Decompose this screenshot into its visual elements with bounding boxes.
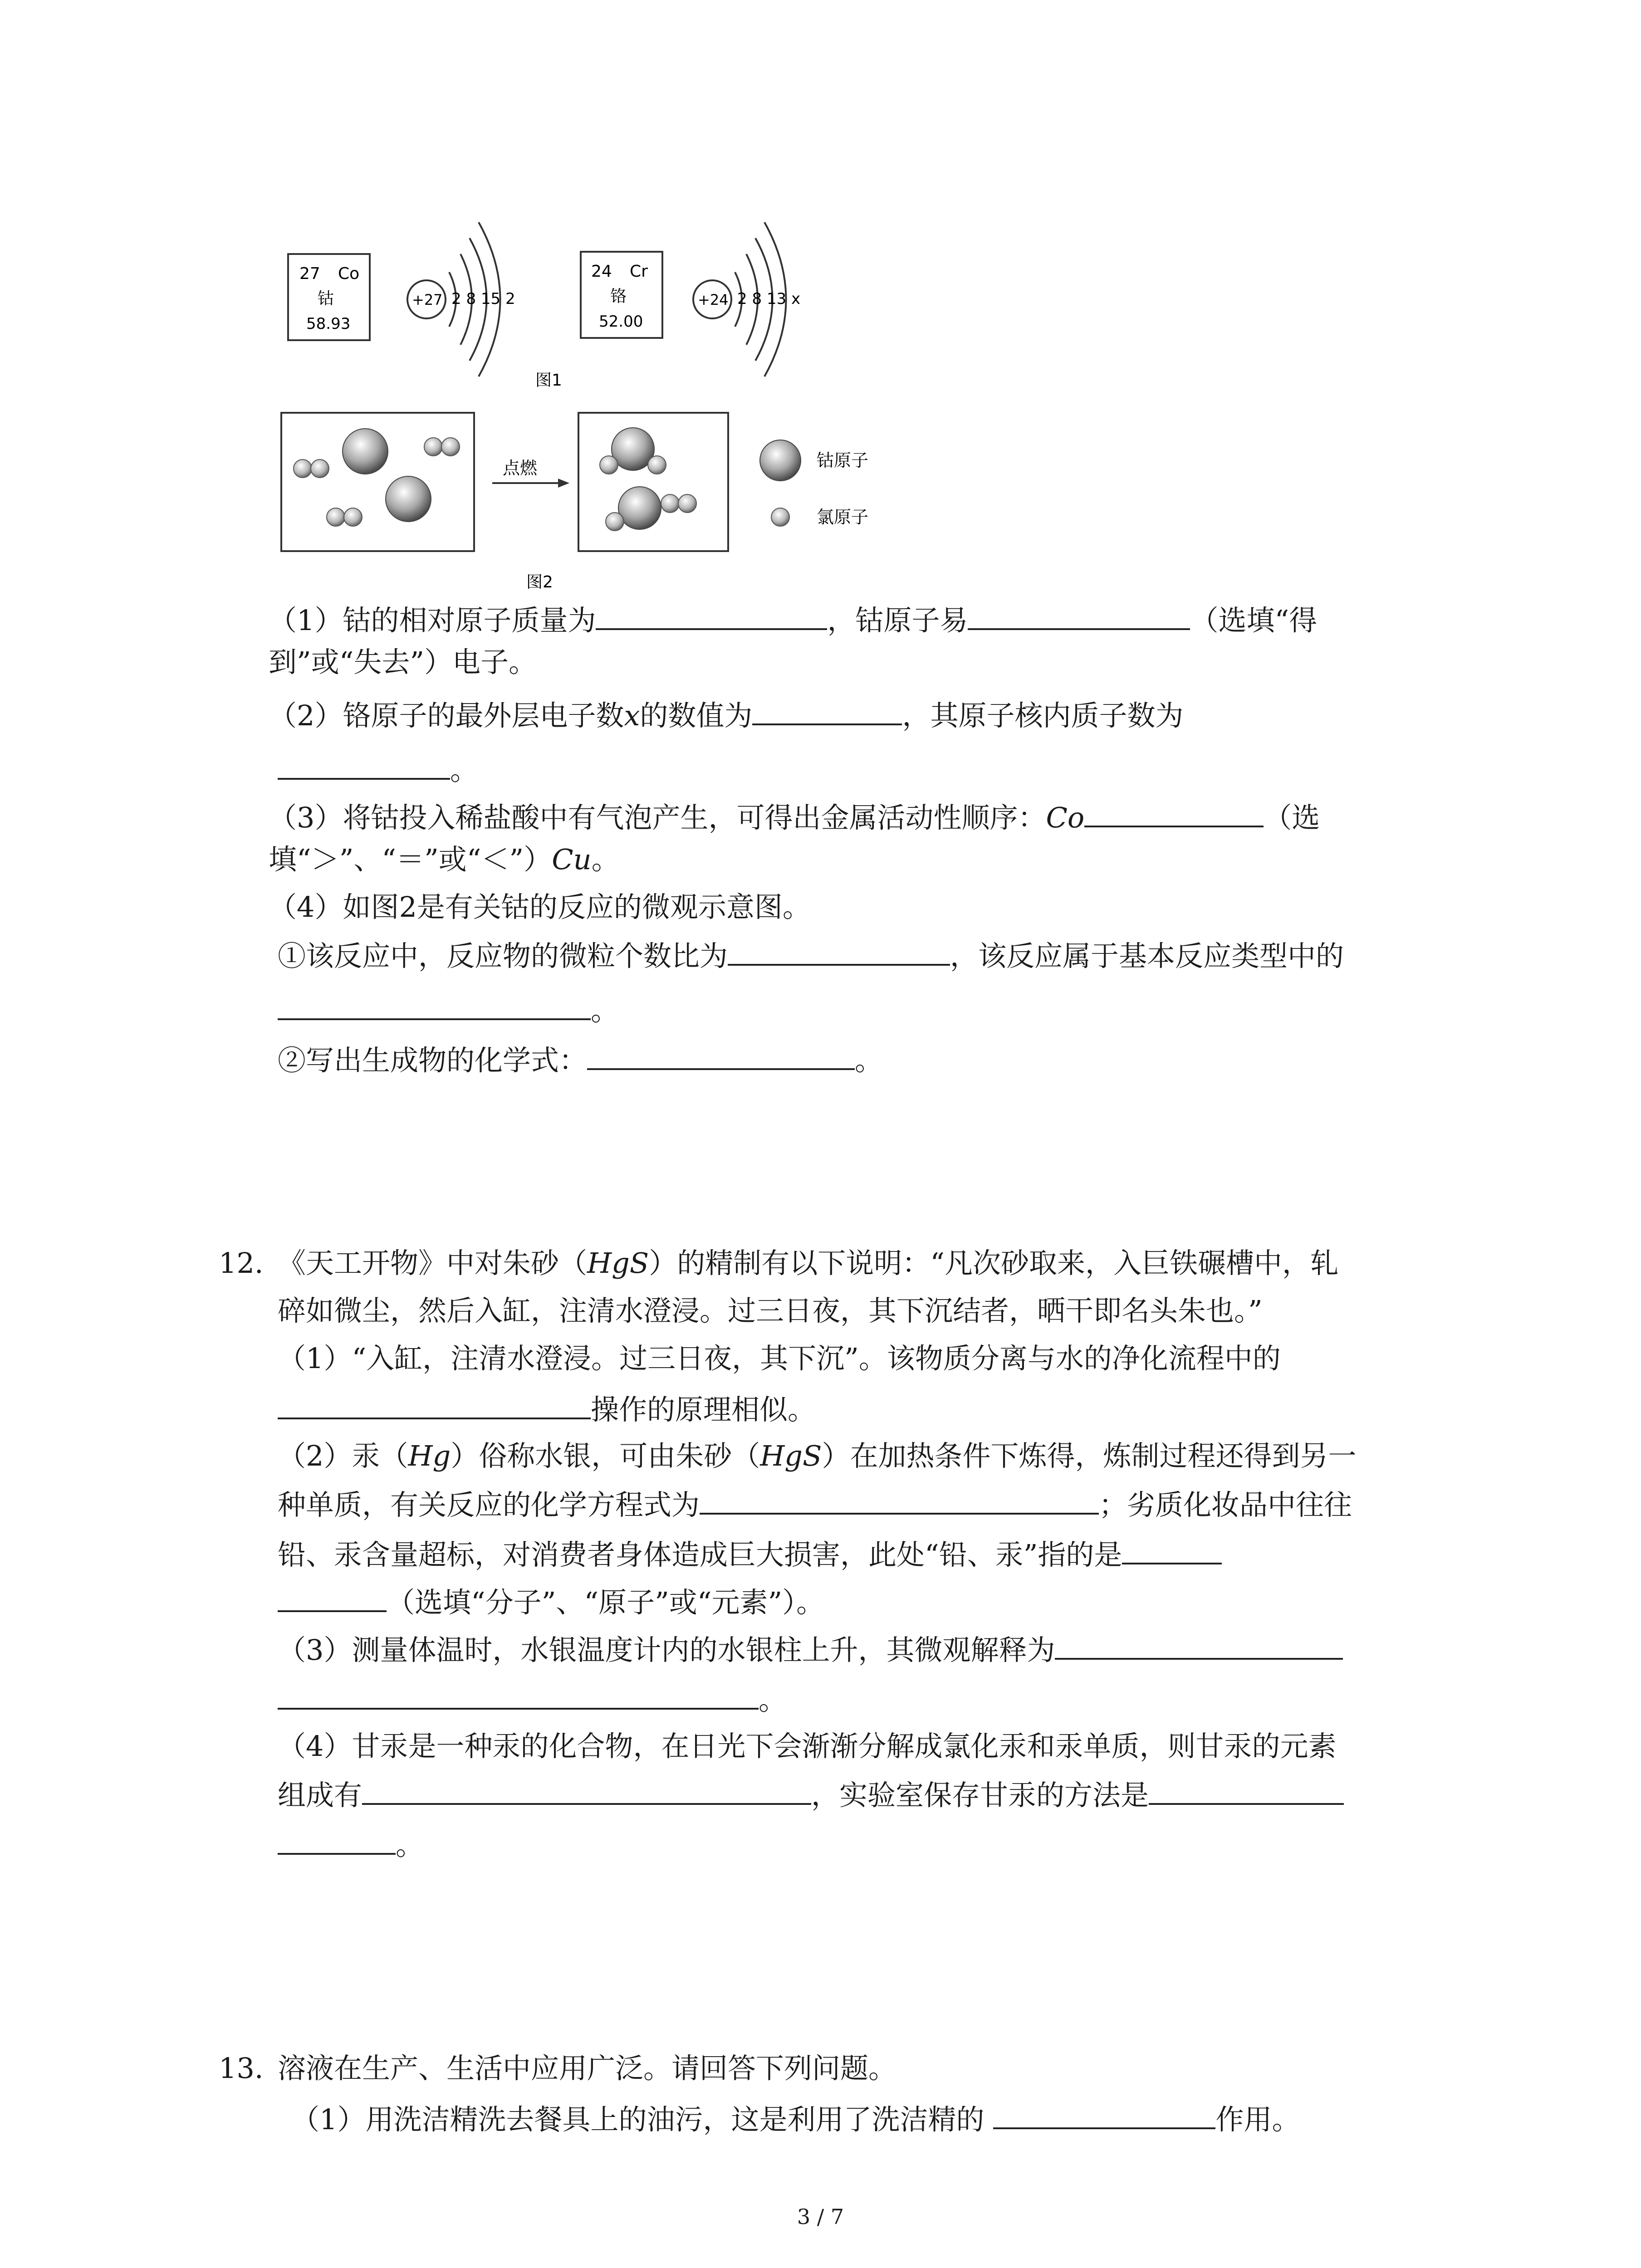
q12-12-text-b: ，实验室保存甘汞的方法是 bbox=[811, 1779, 1149, 1812]
cl-atom bbox=[311, 459, 329, 478]
q12-line-2 bbox=[278, 1293, 1263, 1329]
q11-line-10 bbox=[278, 1041, 883, 1079]
q12-5-hg: Hg bbox=[408, 1439, 451, 1472]
cr-name: 铬 bbox=[610, 287, 627, 306]
cr-shell-electrons: 2 8 13 x bbox=[737, 290, 801, 308]
q12-6-text: 种单质，有关反应的化学方程式为 bbox=[278, 1488, 700, 1521]
q11-2-text: 到”或“失去”）电子。 bbox=[269, 645, 537, 679]
legend-cl-label: 氯原子 bbox=[817, 507, 869, 527]
answer-blank-activity-order[interactable] bbox=[1084, 798, 1264, 827]
q12-10-text: 。 bbox=[759, 1683, 787, 1716]
reaction-arrow-head bbox=[558, 479, 569, 488]
q11-3-text-c: ，其原子核内质子数为 bbox=[902, 699, 1184, 732]
co-atom bbox=[618, 487, 661, 529]
cr-atomic-number: 24 bbox=[591, 262, 612, 281]
q11-line-6 bbox=[269, 841, 620, 878]
co-atom bbox=[386, 476, 431, 522]
q11-8-text: ①该反应中，反应物的微粒个数比为 bbox=[278, 939, 728, 973]
q12-line-1 bbox=[219, 1245, 1338, 1281]
q13-2-text-b: 作用。 bbox=[1215, 2103, 1300, 2136]
arrow-label: 点燃 bbox=[503, 458, 538, 478]
cr-symbol: Cr bbox=[630, 262, 648, 281]
co-symbol: Co bbox=[338, 264, 360, 283]
q11-line-3 bbox=[269, 696, 1183, 734]
figure-2 bbox=[279, 408, 914, 594]
q12-line-12 bbox=[278, 1776, 1344, 1813]
answer-blank-equation[interactable] bbox=[700, 1486, 1099, 1515]
answer-blank-pb-hg-meaning-cont bbox=[278, 1583, 387, 1612]
q12-7-text: 铅、汞含量超标，对消费者身体造成巨大损害，此处“铅、汞”指的是 bbox=[278, 1538, 1122, 1571]
q11-line-4 bbox=[278, 751, 478, 788]
cr-mass: 52.00 bbox=[599, 313, 643, 331]
cl-atom bbox=[294, 459, 312, 478]
q13-line-2 bbox=[291, 2100, 1300, 2138]
figure-1 bbox=[281, 213, 862, 404]
q11-10-text: ②写出生成物的化学式： bbox=[278, 1044, 588, 1077]
q12-13-text: 。 bbox=[396, 1828, 424, 1862]
cl-atom bbox=[344, 508, 362, 526]
answer-blank-separation-op[interactable] bbox=[278, 1390, 591, 1419]
q11-3-text: （2）铬原子的最外层电子数 bbox=[269, 699, 624, 732]
q12-line-10 bbox=[278, 1681, 787, 1718]
cl-atom bbox=[648, 456, 666, 474]
q12-5-hgs: HgS bbox=[760, 1439, 822, 1472]
q11-1-text: （1）钴的相对原子质量为 bbox=[269, 604, 596, 637]
q12-12-text: 组成有 bbox=[278, 1779, 362, 1812]
q12-1-text: 《天工开物》中对朱砂（ bbox=[278, 1246, 588, 1280]
cl-atom bbox=[327, 508, 345, 526]
q11-4-text: 。 bbox=[450, 753, 479, 787]
q11-1-text-c: （选填“得 bbox=[1190, 604, 1318, 637]
cr-nucleus-charge: +24 bbox=[698, 291, 729, 308]
answer-blank-micro-explanation[interactable] bbox=[1055, 1631, 1343, 1660]
q11-line-9 bbox=[278, 991, 619, 1029]
q12-5-text-b: ）俗称水银，可由朱砂（ bbox=[451, 1439, 760, 1472]
q12-11-text: （4）甘汞是一种汞的化合物，在日光下会渐渐分解成氯化汞和汞单质，则甘汞的元素 bbox=[278, 1730, 1337, 1763]
answer-blank-element-composition[interactable] bbox=[362, 1776, 811, 1805]
q11-line-8 bbox=[278, 937, 1344, 974]
answer-blank-x-value[interactable] bbox=[752, 696, 902, 725]
q12-line-8 bbox=[278, 1583, 824, 1621]
answer-blank-cobalt-mass[interactable] bbox=[596, 601, 827, 630]
q11-3-var-x: x bbox=[624, 699, 640, 732]
legend-co-atom bbox=[760, 440, 801, 481]
co-mass: 58.93 bbox=[306, 315, 351, 333]
cl-atom bbox=[678, 494, 696, 513]
co-atom bbox=[343, 429, 388, 474]
q12-line-9 bbox=[278, 1631, 1343, 1668]
q12-1-text-b: ）的精制有以下说明：“凡次砂取来，入巨铁碾槽中，轧 bbox=[649, 1246, 1338, 1280]
q11-line-2 bbox=[269, 644, 537, 680]
q12-line-13 bbox=[278, 1826, 424, 1863]
q11-9-text: 。 bbox=[591, 994, 619, 1027]
cl-atom bbox=[441, 438, 460, 456]
q12-line-7 bbox=[278, 1535, 1222, 1573]
q12-1-hgs: HgS bbox=[587, 1246, 649, 1280]
answer-blank-proton-count[interactable] bbox=[278, 751, 450, 780]
q12-5-text: （2）汞（ bbox=[278, 1439, 408, 1472]
answer-blank-micro-explanation-cont bbox=[278, 1681, 759, 1710]
co-atomic-number: 27 bbox=[299, 264, 320, 283]
co-shell-electrons: 2 8 15 2 bbox=[451, 290, 515, 308]
q12-6-text-b: ；劣质化妆品中往往 bbox=[1099, 1488, 1352, 1521]
cl-atom bbox=[606, 513, 624, 531]
figure-1-caption: 图1 bbox=[535, 371, 562, 390]
page-number: 3 / 7 bbox=[797, 2204, 844, 2229]
answer-blank-product-formula[interactable] bbox=[587, 1041, 855, 1070]
answer-blank-gain-lose[interactable] bbox=[968, 601, 1190, 630]
co-name: 钴 bbox=[318, 289, 334, 308]
q11-6-cu: Cu bbox=[552, 843, 592, 876]
answer-blank-pb-hg-meaning[interactable] bbox=[1122, 1535, 1222, 1564]
q13-2-text: （1）用洗洁精洗去餐具上的油污，这是利用了洗洁精的 bbox=[291, 2103, 985, 2136]
answer-blank-detergent-effect[interactable] bbox=[993, 2100, 1215, 2129]
q11-5-text: （3）将钴投入稀盐酸中有气泡产生，可得出金属活动性顺序： bbox=[269, 801, 1046, 834]
q12-3-text: （1）“入缸，注清水澄浸。过三日夜，其下沉”。该物质分离与水的净化流程中的 bbox=[278, 1342, 1281, 1375]
q12-2-text: 碎如微尘，然后入缸，注清水澄浸。过三日夜，其下沉结者，晒干即名头朱也。” bbox=[278, 1294, 1263, 1327]
q11-3-text-b: 的数值为 bbox=[640, 699, 753, 732]
q11-7-text: （4）如图2是有关钴的反应的微观示意图。 bbox=[269, 890, 811, 924]
q12-line-3 bbox=[278, 1340, 1281, 1377]
cl-atom bbox=[600, 456, 618, 474]
cl-atom bbox=[424, 438, 442, 456]
q12-8-text: （选填“分子”、“原子”或“元素”）。 bbox=[387, 1586, 825, 1619]
figure-2-svg bbox=[279, 408, 914, 594]
q12-line-4 bbox=[278, 1390, 816, 1428]
q12-line-6 bbox=[278, 1486, 1352, 1523]
q13-number: 13. bbox=[219, 2052, 264, 2085]
q12-9-text: （3）测量体温时，水银温度计内的水银柱上升，其微观解释为 bbox=[278, 1633, 1055, 1667]
answer-blank-storage-method[interactable] bbox=[1149, 1776, 1344, 1805]
answer-blank-storage-method-cont bbox=[278, 1826, 396, 1855]
q12-5-text-c: ）在加热条件下炼得，炼制过程还得到另一 bbox=[822, 1439, 1357, 1472]
q13-line-1 bbox=[219, 2050, 896, 2087]
q11-5-co: Co bbox=[1046, 801, 1085, 834]
q11-5-text-b: （选 bbox=[1264, 801, 1320, 834]
q13-1-text: 溶液在生产、生活中应用广泛。请回答下列问题。 bbox=[278, 2052, 897, 2085]
q11-6-text-b: 。 bbox=[591, 843, 620, 876]
q11-10-text-b: 。 bbox=[855, 1044, 883, 1077]
co-nucleus-charge: +27 bbox=[412, 291, 443, 308]
q12-number: 12. bbox=[219, 1246, 264, 1280]
q11-line-7 bbox=[269, 889, 811, 925]
product-box bbox=[578, 413, 728, 551]
figure-1-svg bbox=[281, 213, 862, 404]
legend-cl-atom bbox=[771, 508, 789, 526]
answer-blank-reaction-type[interactable] bbox=[278, 991, 591, 1020]
q11-1-text-b: ，钴原子易 bbox=[827, 604, 968, 637]
q11-line-5 bbox=[269, 798, 1320, 836]
legend-co-label: 钴原子 bbox=[817, 450, 869, 470]
q12-line-5 bbox=[278, 1438, 1356, 1474]
cl-atom bbox=[661, 494, 679, 513]
q11-6-text: 填“＞”、“＝”或“＜”） bbox=[269, 843, 552, 876]
answer-blank-particle-ratio[interactable] bbox=[728, 937, 950, 966]
q12-line-11 bbox=[278, 1728, 1336, 1765]
figure-2-caption: 图2 bbox=[526, 573, 553, 591]
q11-8-text-b: ，该反应属于基本反应类型中的 bbox=[950, 939, 1344, 973]
q12-4-text: 操作的原理相似。 bbox=[591, 1393, 816, 1426]
q11-line-1 bbox=[269, 601, 1317, 639]
